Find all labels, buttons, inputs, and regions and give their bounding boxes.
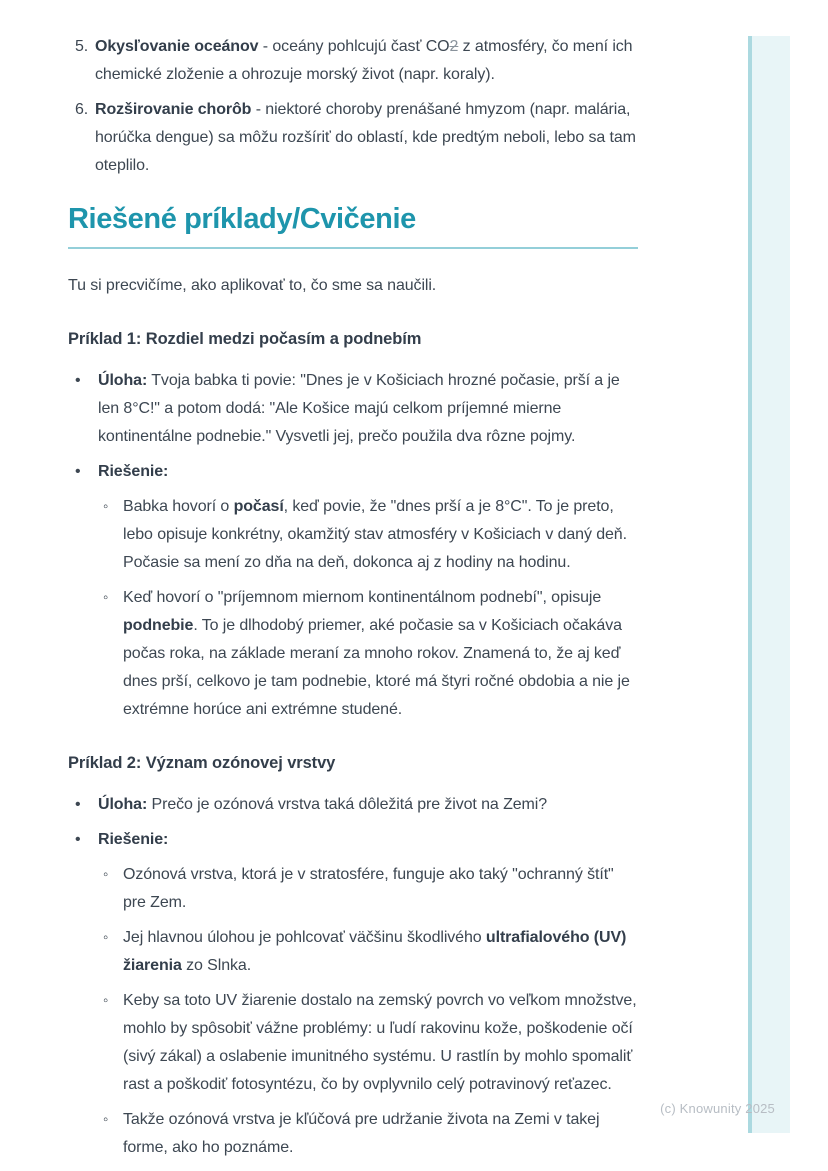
- sub-bullet-marker: ◦: [103, 498, 109, 515]
- sub-bullet-item: [98, 1106, 638, 1162]
- numbered-list-item: [68, 33, 638, 89]
- document-content: [68, 33, 638, 1162]
- example-title: Príklad 1: Rozdiel medzi počasím a podnebím: [68, 330, 422, 348]
- sub-bullet-text: [123, 493, 638, 577]
- bold-text-run: počasí: [233, 498, 284, 515]
- text-run: Jej hlavnou úlohou je pohlcovať väčšinu škodlivého: [123, 929, 486, 946]
- bullet-item: [68, 791, 638, 819]
- bullet-text: [98, 367, 638, 451]
- text-run: 2: [449, 38, 459, 55]
- bullet-text: [98, 791, 638, 819]
- bullet-marker: •: [75, 463, 81, 480]
- bullet-marker: •: [75, 831, 81, 848]
- text-run: . To je dlhodobý priemer, aké počasie sa v Košiciach očakáva počas roka, na základe meraní za mnoho rokov. Znamená to, že aj keď dnes prší, celkovo je tam podnebie, ktoré má štyri ročné obdobia a nie je extrémne horúce ani extrémne studené.: [123, 617, 630, 718]
- text-run: - niektoré choroby prenášané hmyzom (napr. malária, horúčka dengue) sa môžu rozšíriť do oblastí, kde predtým neboli, lebo sa tam oteplilo.: [95, 101, 636, 174]
- sub-bullet-marker: ◦: [103, 992, 109, 1009]
- bold-text-run: Úloha:: [98, 796, 148, 813]
- sub-bullet-marker: ◦: [103, 929, 109, 946]
- bullet-text: [98, 458, 638, 724]
- sub-bullet-list: [98, 861, 638, 1162]
- numbered-list-item: [68, 96, 638, 180]
- text-run: Ozónová vrstva, ktorá je v stratosfére, funguje ako taký "ochranný štít" pre Zem.: [123, 866, 614, 911]
- list-item-number: 6.: [75, 101, 89, 118]
- sub-bullet-item: [98, 987, 638, 1099]
- bold-text-run: Úloha:: [98, 372, 148, 389]
- footer-copyright: (c) Knowunity 2025: [660, 1101, 775, 1116]
- example-title: Príklad 2: Význam ozónovej vrstvy: [68, 754, 336, 772]
- bullet-marker: •: [75, 796, 81, 813]
- bold-text-run: podnebie: [123, 617, 194, 634]
- text-run: Takže ozónová vrstva je kľúčová pre udržanie života na Zemi v takej forme, ako ho poznáme.: [123, 1111, 600, 1156]
- bullet-item: [68, 458, 638, 724]
- text-run: , keď povie, že "dnes prší a je 8°C". To je preto, lebo opisuje konkrétny, okamžitý stav atmosféry v Košiciach v daný deň. Počasie sa mení zo dňa na deň, dokonca aj z hodiny na hodinu.: [123, 498, 627, 571]
- bold-text-run: Riešenie:: [98, 831, 169, 848]
- sub-bullet-text: [123, 1106, 638, 1162]
- section-heading: Riešené príklady/Cvičenie: [68, 201, 638, 249]
- list-item-number: 5.: [75, 38, 89, 55]
- text-run: Keby sa toto UV žiarenie dostalo na zemský povrch vo veľkom množstve, mohlo by spôsobiť vážne problémy: u ľudí rakovinu kože, poškodenie očí (sivý zákal) a oslabenie imunitného systému. U rastlín by mohlo spomaliť rast a poškodiť fotosyntézu, čo by ovplyvnilo celý potravinový reťazec.: [123, 992, 637, 1093]
- text-run: zo Slnka.: [181, 957, 252, 974]
- sub-bullet-item: [98, 861, 638, 917]
- sub-bullet-text: [123, 861, 638, 917]
- sub-bullet-item: [98, 493, 638, 577]
- bold-text-run: Okysľovanie oceánov: [95, 38, 259, 55]
- page-edge-strip: [748, 36, 790, 1133]
- text-run: Babka hovorí o: [123, 498, 234, 515]
- bold-text-run: Rozširovanie chorôb: [95, 101, 252, 118]
- numbered-list: [68, 33, 638, 180]
- sub-bullet-item: [98, 584, 638, 724]
- bullet-item: [68, 826, 638, 1162]
- examples-container: [68, 325, 638, 1162]
- sub-bullet-marker: ◦: [103, 1111, 109, 1128]
- text-run: z atmosféry, čo mení ich chemické zloženie a ohrozuje morský život (napr. koraly).: [95, 38, 633, 83]
- bullet-marker: •: [75, 372, 81, 389]
- text-run: - oceány pohlcujú časť CO: [258, 38, 450, 55]
- text-run: Prečo je ozónová vrstva taká dôležitá pre život na Zemi?: [147, 796, 548, 813]
- bold-text-run: Riešenie:: [98, 463, 169, 480]
- bold-text-run: ultrafialového (UV) žiarenia: [123, 929, 627, 974]
- sub-bullet-item: [98, 924, 638, 980]
- example-bullet-list: [68, 367, 638, 724]
- list-item-text: [95, 96, 638, 180]
- bullet-item: [68, 367, 638, 451]
- text-run: Keď hovorí o "príjemnom miernom kontinentálnom podnebí", opisuje: [123, 589, 602, 606]
- example-bullet-list: [68, 791, 638, 1162]
- sub-bullet-marker: ◦: [103, 866, 109, 883]
- sub-bullet-marker: ◦: [103, 589, 109, 606]
- sub-bullet-text: [123, 987, 638, 1099]
- text-run: Tvoja babka ti povie: "Dnes je v Košiciach hrozné počasie, prší a je len 8°C!" a potom dodá: "Ale Košice majú celkom príjemné mierne kontinentálne podnebie." Vysvetli jej, prečo použila dva rôzne pojmy.: [98, 372, 620, 445]
- sub-bullet-text: [123, 924, 638, 980]
- sub-bullet-list: [98, 493, 638, 724]
- bullet-text: [98, 826, 638, 1162]
- intro-paragraph: Tu si precvičíme, ako aplikovať to, čo sme sa naučili.: [68, 277, 437, 294]
- list-item-text: [95, 33, 638, 89]
- sub-bullet-text: [123, 584, 638, 724]
